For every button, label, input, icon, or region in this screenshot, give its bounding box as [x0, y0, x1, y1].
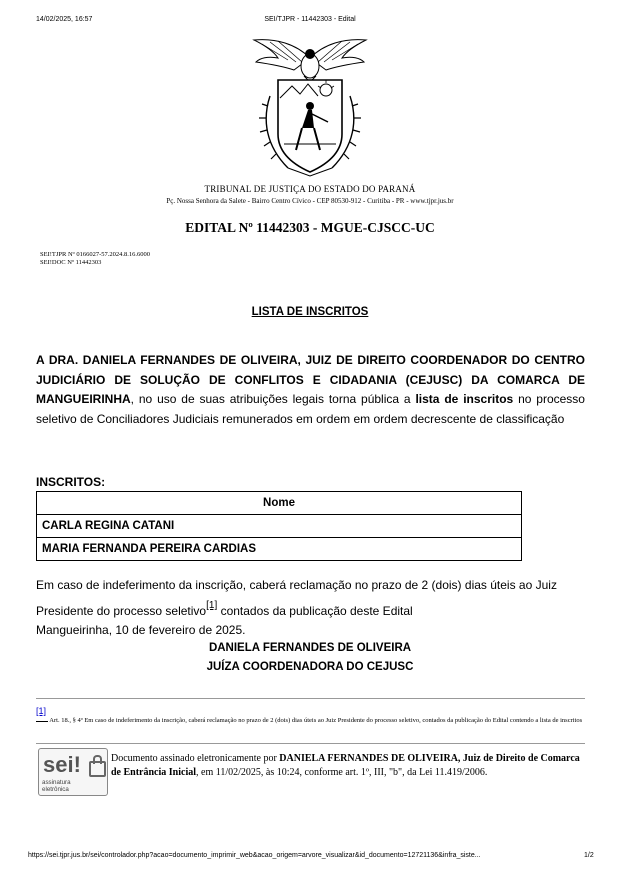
- table-row: [37, 538, 522, 561]
- sei-process-number: SEI!TJPR Nº 0166027-57.2024.8.16.6000: [40, 251, 150, 258]
- appeal-line-2: [36, 598, 413, 619]
- print-doc-title: SEI/TJPR - 11442303 - Edital: [264, 16, 356, 23]
- footnote-divider: [36, 698, 585, 699]
- esig-signer: DANIELA FERNANDES DE OLIVEIRA, Juiz de Direito de Comarca de Entrância Inicial: [111, 753, 580, 778]
- appeal-line-1: Em caso de indeferimento da inscrição, caberá reclamação no prazo de 2 (dois) dias úteis ao Juiz: [36, 578, 557, 592]
- court-address: Pç. Nossa Senhora da Salete - Bairro Centro Cívico - CEP 80530-912 - Curitiba - PR - www.tjpr.jus.br: [166, 197, 454, 205]
- footnote-ref-link[interactable]: [1]: [206, 600, 218, 611]
- esig-text-2: , em 11/02/2025, às 10:24, conforme art. 1º, III, "b", da Lei 11.419/2006.: [196, 767, 488, 778]
- signer-name: DANIELA FERNANDES DE OLIVEIRA: [208, 642, 412, 654]
- intro-text-2: no processo seletivo de Conciliadores Judiciais remunerados em ordem em ordem decrescente de classificação: [36, 392, 585, 426]
- lock-icon: [89, 761, 106, 777]
- table-header-row: [37, 492, 522, 515]
- signature-divider: [36, 743, 585, 744]
- court-name: TRIBUNAL DE JUSTIÇA DO ESTADO DO PARANÁ: [204, 184, 416, 194]
- place-date: Mangueirinha, 10 de fevereiro de 2025.: [36, 623, 246, 637]
- inscritos-table: [36, 491, 522, 561]
- signer-title: JUÍZA COORDENADORA DO CEJUSC: [206, 661, 414, 673]
- footnote-underline: [36, 721, 48, 722]
- list-heading: LISTA DE INSCRITOS: [251, 306, 369, 318]
- footnote-body: Art. 18., § 4º Em caso de indeferimento da inscrição, caberá reclamação no prazo de 2 (dois) dias úteis ao Juiz Presidente do processo seletivo, contados da publicação do Edital contendo a lista de inscritos: [49, 717, 583, 724]
- process-numbers: [40, 251, 150, 267]
- inscritos-label: INSCRITOS:: [36, 475, 106, 489]
- footnote-backlink[interactable]: [1]: [36, 706, 47, 716]
- sei-doc-number: SEI!DOC Nº 11442303: [40, 259, 102, 266]
- seal-caption-1: assinatura: [42, 779, 71, 786]
- footnote-text: [36, 713, 585, 729]
- print-page-number: 1/2: [584, 852, 594, 859]
- column-header-nome: Nome: [37, 492, 522, 515]
- table-cell-name: MARIA FERNANDA PEREIRA CARDIAS: [37, 538, 522, 561]
- appeal-line-2-end: contados da publicação deste Edital: [217, 604, 413, 618]
- esig-text-1: Documento assinado eletronicamente por: [111, 753, 280, 764]
- seal-caption-2: eletrônica: [42, 786, 69, 793]
- electronic-signature-text: [111, 752, 587, 780]
- appeal-line-2-start: Presidente do processo seletivo: [36, 604, 207, 618]
- print-footer-url: https://sei.tjpr.jus.br/sei/controlador.php?acao=documento_imprimir_web&acao_origem=arvore_visualizar&id_documento=12721136&infra_siste...: [28, 852, 481, 859]
- intro-bold-mid: lista de inscritos: [415, 392, 514, 407]
- parana-coat-of-arms-icon: [248, 36, 372, 182]
- intro-paragraph: [36, 351, 585, 429]
- table-row: [37, 515, 522, 538]
- edital-title: EDITAL Nº 11442303 - MGUE-CJSCC-UC: [185, 220, 435, 235]
- sei-signature-seal-icon: [38, 748, 108, 796]
- print-datetime: 14/02/2025, 16:57: [36, 16, 93, 23]
- intro-bold-lead: A DRA. DANIELA FERNANDES DE OLIVEIRA, JUIZ DE DIREITO COORDENADOR DO CENTRO JUDICIÁRIO DE SOLUÇÃO DE CONFLITOS E CIDADANIA (CEJUSC) DA COMARCA DE MANGUEIRINHA: [36, 353, 585, 407]
- seal-logo-text: sei!: [43, 752, 81, 777]
- intro-text-1: , no uso de suas atribuições legais torna pública a: [130, 392, 416, 407]
- table-cell-name: CARLA REGINA CATANI: [37, 515, 522, 538]
- seal-caption: [42, 779, 71, 793]
